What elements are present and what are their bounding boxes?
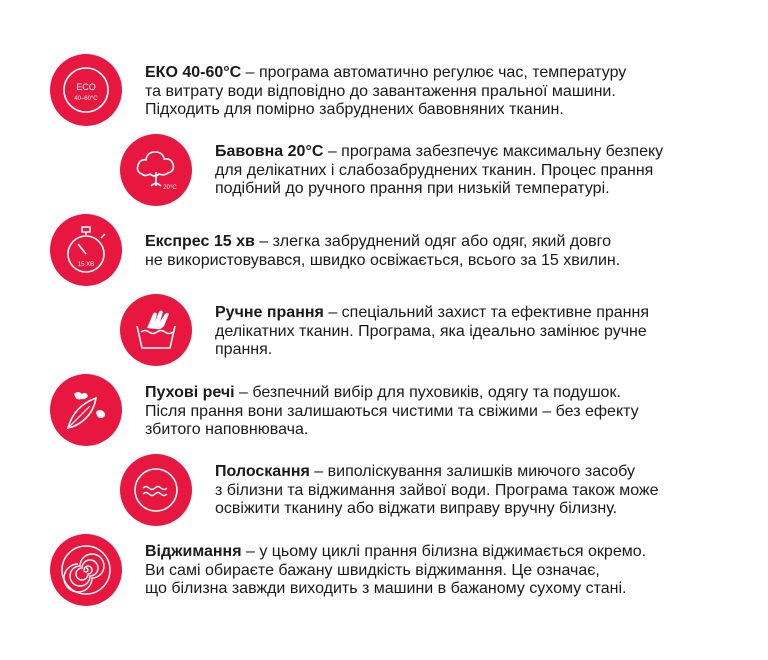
program-desc-line: Після прання вони залишаються чистими та свіжими – без ефекту (145, 402, 639, 420)
program-title: Експрес 15 хв (145, 233, 255, 250)
program-desc-line: – програма автоматично регулює час, температуру (241, 64, 627, 81)
stopwatch-15-icon (50, 214, 122, 286)
program-desc-line: – спеціальний захист та ефективне прання (323, 304, 649, 321)
program-desc-line: – програма забезпечує максимальну безпеку (323, 143, 664, 160)
program-desc-line: з білизни та віджимання зайвої води. Програма також може (215, 481, 659, 499)
program-desc-line: прання. (215, 341, 273, 358)
program-title: Полоскання (215, 463, 310, 480)
svg-text:15 ХВ: 15 ХВ (77, 262, 95, 268)
program-desc-line: делікатних тканин. Програма, яка ідеально замінює ручне (215, 322, 647, 340)
rinse-icon (120, 454, 192, 526)
cotton-20-icon (120, 134, 192, 206)
program-desc-line: – злегка забруднений одяг або одяг, який довго (254, 233, 611, 250)
program-desc-line: Підходить для помірно забруднених бавовняних тканин. (145, 101, 564, 118)
program-desc-line: Ви самі обираєте бажану швидкість віджимання. Це означає, (145, 561, 600, 579)
program-desc-line: – у цьому циклі прання білизна віджимається окремо. (241, 543, 647, 560)
program-desc-line: подібний до ручного прання при низькій температурі. (215, 180, 610, 197)
svg-text:ECO: ECO (76, 82, 96, 92)
program-desc-line: збитого наповнювача. (145, 421, 309, 438)
svg-text:40–60°C: 40–60°C (74, 96, 98, 102)
eco-badge-icon (50, 54, 122, 126)
program-desc-line: та витрату води відповідно до завантаження пральної машини. (145, 82, 616, 100)
program-title: Пухові речі (145, 384, 235, 401)
program-desc-line: освіжити тканину або віджати виправу вручну білизну. (215, 500, 618, 517)
program-desc-line: для делікатних і слабозабруднених тканин. Процес прання (215, 161, 654, 179)
program-desc-line: що білизна завжди виходить з машини в бажаному сухому стані. (145, 580, 627, 597)
program-desc-line: не використовувався, швидко освіжається, всього за 15 хвилин. (145, 251, 621, 269)
feather-down-icon (50, 374, 122, 446)
program-title: Бавовна 20°С (215, 143, 324, 160)
program-desc-line: – виполіскування залишків миючого засобу (309, 463, 635, 480)
program-title: Віджимання (145, 543, 242, 560)
program-desc-line: – безпечний вибір для пуховиків, одягу та подушок. (234, 384, 621, 401)
hand-wash-icon (120, 294, 192, 366)
program-title: Ручне прання (215, 304, 324, 321)
program-title: ЕКО 40-60°С (145, 64, 242, 81)
svg-text:20°C: 20°C (163, 185, 177, 191)
spin-icon (50, 534, 122, 606)
